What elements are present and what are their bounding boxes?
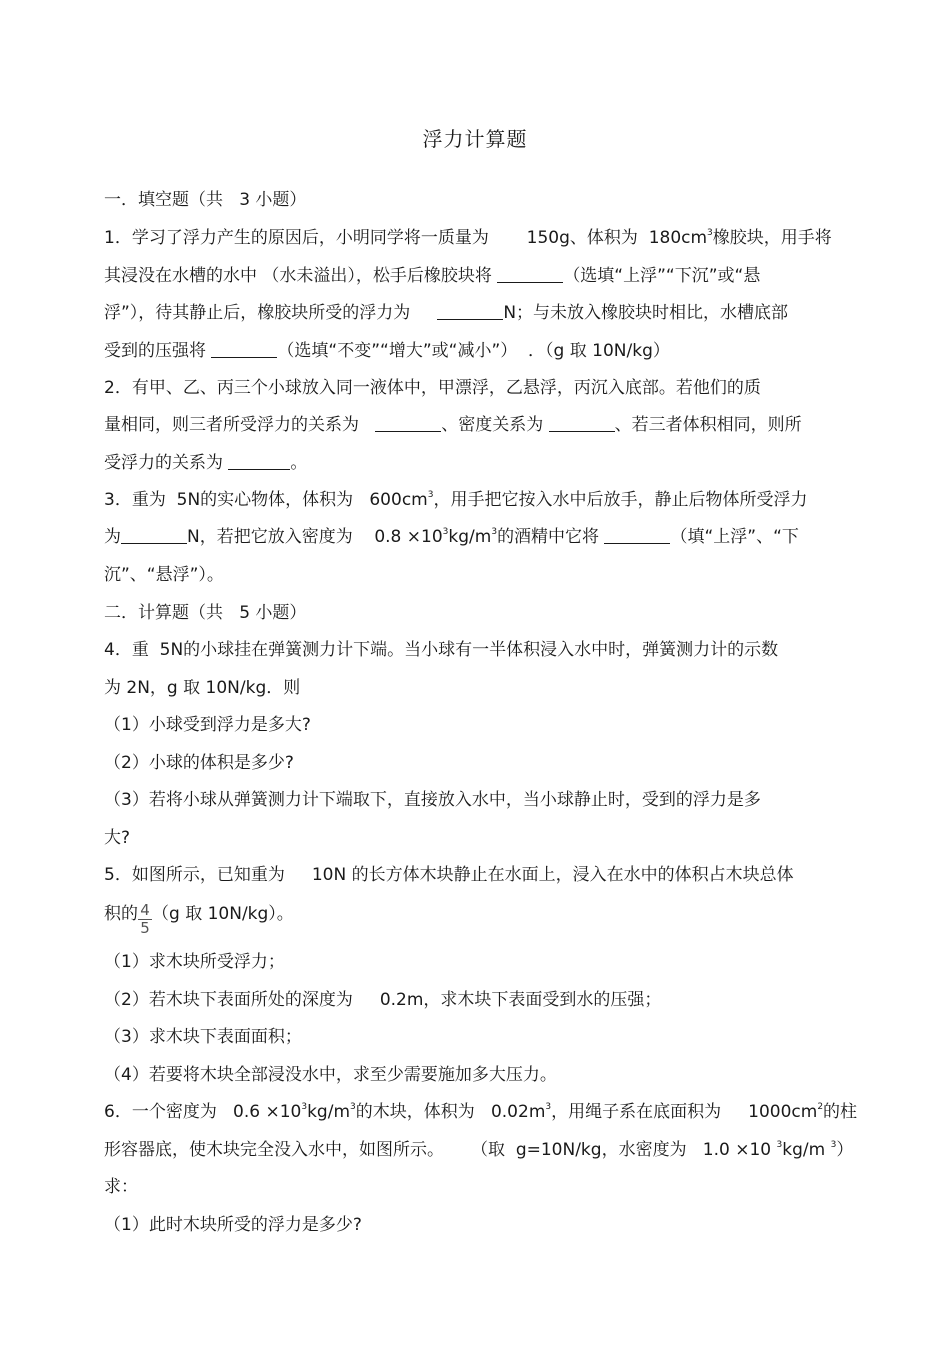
q1-line-3	[104, 301, 864, 325]
section-heading-calculation: 二．计算题（共 5 小题）	[104, 603, 307, 623]
q1-text: 受到的压强将	[104, 341, 212, 361]
q6-superscript: 3	[776, 1140, 783, 1150]
q5-sub-2: （2）若木块下表面所处的深度为 0.2m，求木块下表面受到水的压强；	[104, 990, 662, 1010]
q3-line-3: 沉”、“悬浮”）。	[104, 565, 224, 585]
page-title: 浮力计算题	[422, 127, 528, 151]
q6-text: 的木块，体积为 0.02m	[355, 1102, 546, 1122]
q3-text: kg/m	[448, 527, 492, 547]
answer-blank[interactable]	[604, 526, 670, 544]
q3-superscript: 3	[491, 527, 498, 537]
q1-text: 浮”），待其静止后，橡胶块所受的浮力为	[104, 303, 438, 323]
q1-text: N；与未放入橡胶块时相比，水槽底部	[503, 303, 789, 323]
q6-text: ）	[836, 1140, 854, 1160]
q6-line-1	[104, 1100, 894, 1124]
q5-sub-3: （3）求木块下表面面积；	[104, 1027, 302, 1047]
fraction	[138, 903, 152, 936]
q6-text: kg/m	[782, 1140, 831, 1160]
q1-superscript: 3	[707, 228, 713, 238]
q3-text: N，若把它放入密度为 0.8 ×10	[187, 527, 443, 547]
q3-superscript: 3	[427, 490, 434, 500]
q1-text: （选填“不变”“增大”或“减小”） ．（g 取 10N/kg）	[277, 341, 670, 361]
q1-text: （选填“上浮”“下沉”或“悬	[563, 266, 761, 286]
q4-line-1: 4．重 5N的小球挂在弹簧测力计下端。当小球有一半体积浸入水中时，弹簧测力计的示数	[104, 640, 779, 660]
q1-line-2	[104, 264, 864, 288]
q6-text: 形容器底，使木块完全没入水中，如图所示。 （取 g=10N/kg，水密度为 1.0 ×10	[104, 1140, 777, 1160]
q3-text: 为	[104, 527, 121, 547]
q2-text: 量相同，则三者所受浮力的关系为	[104, 415, 376, 435]
q2-line-2	[104, 413, 864, 437]
q2-text: 、密度关系为	[441, 415, 549, 435]
q6-line-2	[104, 1138, 894, 1162]
q6-superscript: 3	[545, 1102, 552, 1112]
q5-line-2	[104, 902, 864, 936]
q3-text: （填“上浮”、“下	[670, 527, 799, 547]
q1-text: 橡胶块，用手将	[712, 228, 832, 248]
q1-text: 1．学习了浮力产生的原因后，小明同学将一质量为 150g、体积为 180cm	[104, 228, 708, 248]
q4-sub-3-cont: 大?	[104, 828, 131, 848]
q3-line-1	[104, 488, 864, 512]
answer-blank[interactable]	[497, 265, 563, 283]
answer-blank[interactable]	[437, 302, 503, 320]
q2-line-1: 2．有甲、乙、丙三个小球放入同一液体中，甲漂浮，乙悬浮，丙沉入底部。若他们的质	[104, 378, 761, 398]
answer-blank[interactable]	[375, 414, 441, 432]
answer-blank[interactable]	[211, 340, 277, 358]
q6-superscript: 3	[830, 1140, 837, 1150]
q5-text: （g 取 10N/kg）。	[152, 904, 294, 924]
q3-text: ，用手把它按入水中后放手，静止后物体所受浮力	[433, 490, 808, 510]
q5-line-1: 5．如图所示，已知重为 10N 的长方体木块静止在水面上，浸入在水中的体积占木块总体	[104, 865, 794, 885]
q2-text: 、若三者体积相同，则所	[614, 415, 802, 435]
q1-line-1	[104, 226, 864, 250]
q6-superscript: 3	[301, 1102, 308, 1112]
q5-sub-4: （4）若要将木块全部浸没水中，求至少需要施加多大压力。	[104, 1065, 557, 1085]
q2-text: 受浮力的关系为	[104, 453, 229, 473]
answer-blank[interactable]	[228, 452, 290, 470]
q2-line-3	[104, 451, 864, 475]
fraction-numerator: 4	[138, 903, 152, 920]
q6-text: 的柱	[823, 1102, 858, 1122]
answer-blank[interactable]	[121, 526, 187, 544]
q2-text: 。	[290, 453, 308, 473]
answer-blank[interactable]	[549, 414, 615, 432]
section-heading-fill-in: 一．填空题（共 3 小题）	[104, 190, 307, 210]
q5-text: 积的	[104, 904, 138, 924]
q3-text: 3．重为 5N的实心物体，体积为 600cm	[104, 490, 428, 510]
q4-line-2: 为 2N，g 取 10N/kg．则	[104, 678, 301, 698]
q6-text: ，用绳子系在底面积为 1000cm	[551, 1102, 818, 1122]
q3-superscript: 3	[442, 527, 449, 537]
q1-text: 其浸没在水槽的水中 （水未溢出），松手后橡胶块将	[104, 266, 498, 286]
q6-superscript: 2	[817, 1102, 824, 1112]
q5-sub-1: （1）求木块所受浮力；	[104, 952, 285, 972]
fraction-denominator: 5	[140, 919, 150, 937]
q6-superscript: 3	[350, 1102, 356, 1112]
q1-line-4	[104, 339, 864, 363]
q4-sub-2: （2）小球的体积是多少?	[104, 753, 294, 773]
q6-sub-1: （1）此时木块所受的浮力是多少?	[104, 1215, 362, 1235]
q3-line-2	[104, 525, 864, 549]
q6-text: 6．一个密度为 0.6 ×10	[104, 1102, 302, 1122]
q6-text: kg/m	[307, 1102, 351, 1122]
q6-line-3: 求：	[104, 1177, 138, 1197]
q3-text: 的酒精中它将	[497, 527, 605, 547]
q4-sub-3: （3）若将小球从弹簧测力计下端取下，直接放入水中，当小球静止时，受到的浮力是多	[104, 790, 761, 810]
q4-sub-1: （1）小球受到浮力是多大?	[104, 715, 311, 735]
